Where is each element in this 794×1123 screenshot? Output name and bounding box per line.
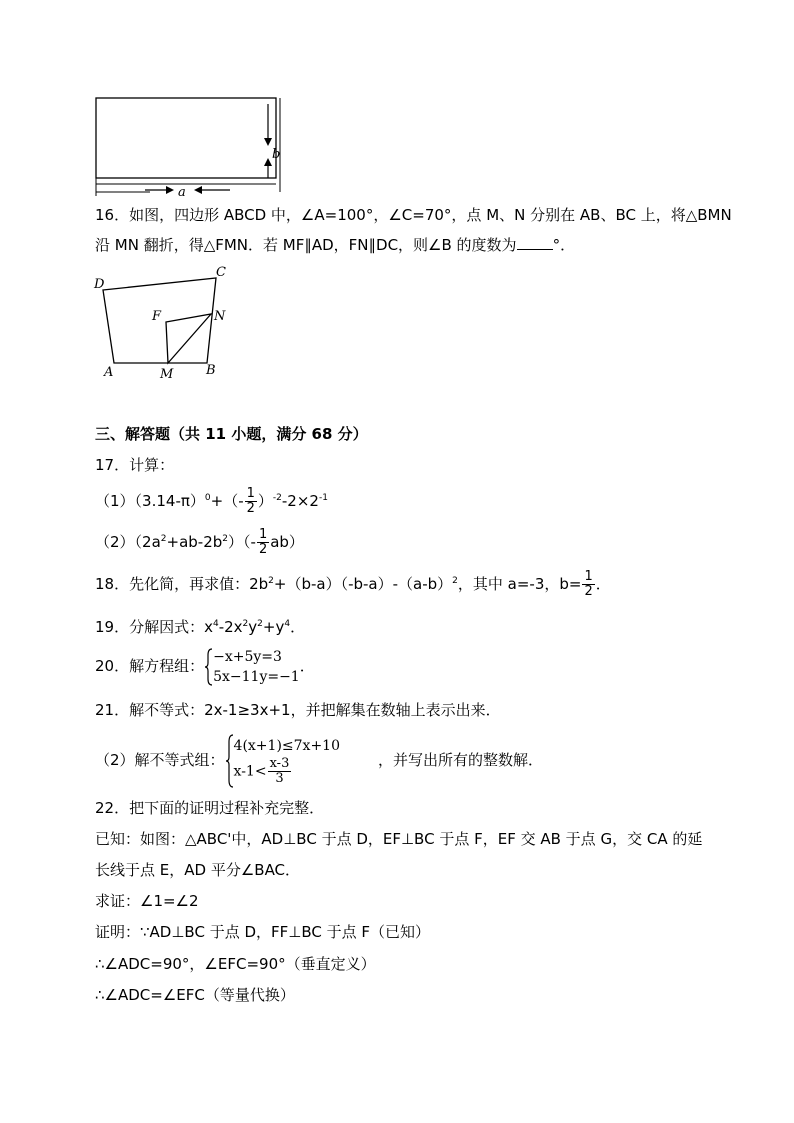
label-A: A (104, 365, 114, 380)
q22-line2: 已知：如图：△ABC'中，AD⊥BC 于点 D，EF⊥BC 于点 F，EF 交 AB 于点 G，交 CA 的延 (95, 830, 703, 848)
brace-icon (225, 733, 234, 789)
fraction-half: $\frac{1}{2}$ (258, 527, 268, 557)
inequality-system: 4(x+1)≤7x+10 x-1< $\frac{x-3}{3}$ (233, 738, 340, 786)
q21-part2: （2）解不等式组： 4(x+1)≤7x+10 x-1< $\frac{x-3}{3}$ ，并写出所有的整数解． (95, 731, 543, 789)
q22-line4: 求证：∠1=∠2 (95, 892, 199, 910)
label-F: F (152, 309, 162, 324)
q22-line1: 22．把下面的证明过程补充完整． (95, 799, 325, 817)
fraction-half: $\frac{1}{2}$ (246, 486, 255, 516)
label-C: C (216, 265, 226, 280)
q19: 19．分解因式：$x^4-2x^2y^2+y^4$． (95, 618, 306, 636)
q20: 20．解方程组： −x+5y=3 5x−11y=−1 ． (95, 648, 315, 685)
q22-line5: 证明：∵AD⊥BC 于点 D，FF⊥BC 于点 F（已知） (95, 923, 430, 941)
q17-title: 17．计算： (95, 456, 175, 474)
q22-line3: 长线于点 E，AD 平分∠BAC． (95, 861, 301, 879)
label-N: N (214, 309, 226, 324)
q22-line7: ∴∠ADC=∠EFC（等量代换） (95, 986, 295, 1004)
q17-part2: $(2)(2a^2+ab-2b^2)(-$ $\frac{1}{2}$ ab） (95, 527, 304, 557)
brace-icon (204, 647, 213, 687)
q21-line1: 21．解不等式：2x-1≥3x+1，并把解集在数轴上表示出来． (95, 701, 501, 719)
label-a: a (178, 185, 186, 200)
equation-system: −x+5y=3 5x−11y=−1 (213, 648, 300, 685)
q16-line2: 沿 MN 翻折，得△FMN．若 MF∥AD，FN∥DC，则∠B 的度数为 °． (95, 236, 576, 254)
rectangle-figure (90, 92, 290, 200)
answer-blank[interactable] (517, 235, 553, 250)
q18: 18．先化简，再求值：$2b^2+(b-a)(-b-a)-(a-b)^2$，其中 a=-3，b= $\frac{1}{2}$ ． (95, 569, 611, 599)
q16-line1: 16．如图，四边形 ABCD 中，∠A=100°，∠C=70°，点 M、N 分别在 AB、BC 上，将△BMN (95, 206, 732, 224)
label-B: B (206, 363, 216, 378)
fraction: $\frac{x-3}{3}$ (269, 756, 290, 786)
label-D: D (94, 277, 105, 292)
fraction-half: $\frac{1}{2}$ (584, 569, 593, 599)
quadrilateral-figure (90, 262, 240, 382)
q17-part1: $(1)(3.14-\pi)^0+(-$ $\frac{1}{2}$ ）$^{-2}-2\times 2^{-1}$ (95, 486, 328, 516)
label-b: b (272, 147, 281, 162)
section-heading: 三、解答题（共 11 小题，满分 68 分） (95, 425, 368, 443)
q22-line6: ∴∠ADC=90°，∠EFC=90°（垂直定义） (95, 955, 376, 973)
label-M: M (160, 367, 174, 382)
